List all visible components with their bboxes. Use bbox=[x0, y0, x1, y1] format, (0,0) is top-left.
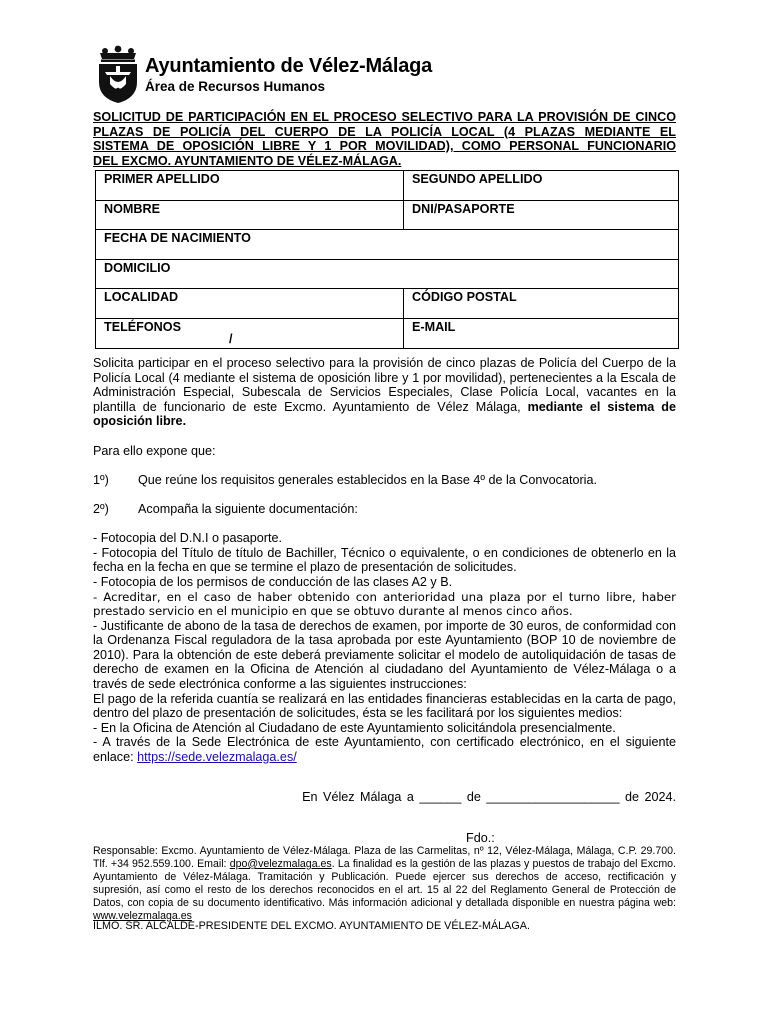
item-text: Acompaña la siguiente documentación: bbox=[138, 501, 358, 516]
table-row bbox=[96, 200, 679, 230]
table-row bbox=[96, 289, 679, 319]
document-item: - Fotocopia de los permisos de conducción de las clases A2 y B. bbox=[93, 574, 453, 589]
domicilio-field[interactable]: DOMICILIO bbox=[96, 259, 679, 289]
org-name: Ayuntamiento de Vélez-Málaga bbox=[145, 55, 433, 77]
codigo-postal-field[interactable]: CÓDIGO POSTAL bbox=[404, 289, 679, 319]
primer-apellido-field[interactable]: PRIMER APELLIDO bbox=[96, 171, 404, 201]
solicita-text: Solicita participar en el proceso selectivo para la provisión de cinco plazas de Policía del Cuerpo de la Policía Local (4 mediante el sistema de oposición libre y 1 por movilidad), pertenecientes a la Escala de Administración Especial, Subescala de Servicios Especiales, Clase Policía Local, vacantes en la plantilla de funcionario de este Excmo. Ayuntamiento de Vélez Málaga, bbox=[93, 356, 676, 414]
document-item: - Fotocopia del Título de título de Bachiller, Técnico o equivalente, o en condiciones de obtenerlo en la fecha en la fecha en que se termine el plazo de presentación de solicitudes. bbox=[93, 545, 676, 575]
title-line: DEL EXCMO. AYUNTAMIENTO DE VÉLEZ-MÁLAGA. bbox=[93, 153, 402, 168]
footer-text: Responsable: Excmo. Ayuntamiento de Vélez-Málaga. Plaza de las Carmelitas, nº 12, Vélez-Málaga, Málaga, C.P. 29.700. Tlf. +34 952.559.100. Email: bbox=[93, 845, 676, 870]
payment-medium-item bbox=[93, 735, 676, 764]
document-item: - Justificante de abono de la tasa de derechos de examen, por importe de 30 euros, de conformidad con la Ordenanza Fiscal reguladora de la tasa aprobada por este Ayuntamiento (BOP 10 de noviembre de 2010). Para la obtención de este deberá previamente solicitar el modelo de autoliquidación de tasas de derecho de examen en la Oficina de Atención al ciudadano del Ayuntamiento de Vélez-Málaga o a través de sede electrónica conforme a las siguientes instrucciones: bbox=[93, 618, 676, 692]
department-name: Área de Recursos Humanos bbox=[145, 79, 326, 94]
item-number: 2º) bbox=[93, 501, 109, 516]
item-text: Que reúne los requisitos generales establecidos en la Base 4º de la Convocatoria. bbox=[138, 472, 597, 487]
table-row bbox=[96, 230, 679, 260]
telefonos-field[interactable] bbox=[96, 318, 404, 348]
data-protection-footer bbox=[93, 845, 676, 922]
document-title bbox=[93, 110, 676, 168]
table-row bbox=[96, 259, 679, 289]
header-logo bbox=[96, 44, 433, 104]
website-link[interactable]: www.velezmalaga.es bbox=[93, 909, 192, 922]
footer-text: . La finalidad es la gestión de las plazas y puestos de trabajo del Excmo. Ayuntamiento de Vélez-Málaga. Tramitación y Publicación. Puede ejercer sus derechos de acceso, rectificación y supresión, así como el resto de los derechos reconocidos en el art. 15 al 22 del Reglamento General de Protección de Datos, con copia de su documento identificativo. Más información adicional y detallada disponible en nuestra página web: bbox=[93, 857, 676, 909]
segundo-apellido-field[interactable]: SEGUNDO APELLIDO bbox=[404, 171, 679, 201]
title-line: SOLICITUD DE PARTICIPACIÓN EN EL PROCESO SELECTIVO PARA LA PROVISIÓN DE CINCO bbox=[93, 110, 676, 124]
dni-field[interactable]: DNI/PASAPORTE bbox=[404, 200, 679, 230]
requirement-item-2 bbox=[93, 502, 676, 517]
solicita-paragraph bbox=[93, 356, 676, 429]
table-row bbox=[96, 171, 679, 201]
document-item: - Fotocopia del D.N.I o pasaporte. bbox=[93, 531, 283, 546]
request-body bbox=[93, 356, 676, 765]
telefonos-label: TELÉFONOS bbox=[104, 319, 181, 334]
email-field[interactable]: E-MAIL bbox=[404, 318, 679, 348]
fecha-nacimiento-field[interactable]: FECHA DE NACIMIENTO bbox=[96, 230, 679, 260]
coat-of-arms-icon bbox=[96, 44, 140, 104]
item-number: 1º) bbox=[93, 472, 109, 487]
applicant-data-table bbox=[95, 170, 679, 349]
addressee-line: ILMO. SR. ALCALDE-PRESIDENTE DEL EXCMO. AYUNTAMIENTO DE VÉLEZ-MÁLAGA. bbox=[93, 920, 530, 932]
requirement-item-1 bbox=[93, 473, 676, 488]
dpo-email-link[interactable]: dpo@velezmalaga.es bbox=[229, 857, 332, 870]
signature-label: Fdo.: bbox=[466, 831, 495, 845]
title-line: SISTEMA DE OPOSICIÓN LIBRE Y 1 POR MOVILIDAD), COMO PERSONAL FUNCIONARIO bbox=[93, 139, 676, 154]
localidad-field[interactable]: LOCALIDAD bbox=[96, 289, 404, 319]
payment-medium-item: - En la Oficina de Atención al Ciudadano de este Ayuntamiento solicitándola presencialmente. bbox=[93, 720, 616, 735]
title-line: PLAZAS DE POLICÍA DEL CUERPO DE LA POLICÍA LOCAL (4 PLAZAS MEDIANTE EL bbox=[93, 124, 676, 139]
place-date-line[interactable]: En Vélez Málaga a ______ de ___________________ de 2024. bbox=[302, 790, 676, 804]
pago-paragraph: El pago de la referida cuantía se realizará en las entidades financieras establecidas en la carta de pago, dentro del plazo de presentación de solicitudes, ésta se les facilitará por los siguientes medios: bbox=[93, 691, 676, 721]
table-row bbox=[96, 318, 679, 348]
nombre-field[interactable]: NOMBRE bbox=[96, 200, 404, 230]
telefonos-separator: / bbox=[229, 331, 233, 346]
sede-link[interactable]: https://sede.velezmalaga.es/ bbox=[137, 750, 297, 765]
document-item: - Acreditar, en el caso de haber obtenido con anterioridad una plaza por el turno libre, haber prestado servicio en el municipio en que se obtuvo durante al menos cinco años. bbox=[93, 589, 676, 619]
solicita-bold-text: mediante el sistema de oposición libre. bbox=[93, 399, 677, 429]
payment-medium-text: - A través de la Sede Electrónica de este Ayuntamiento, con certificado electrónico, en el siguiente enlace: bbox=[93, 735, 676, 765]
expone-text: Para ello expone que: bbox=[93, 443, 216, 458]
